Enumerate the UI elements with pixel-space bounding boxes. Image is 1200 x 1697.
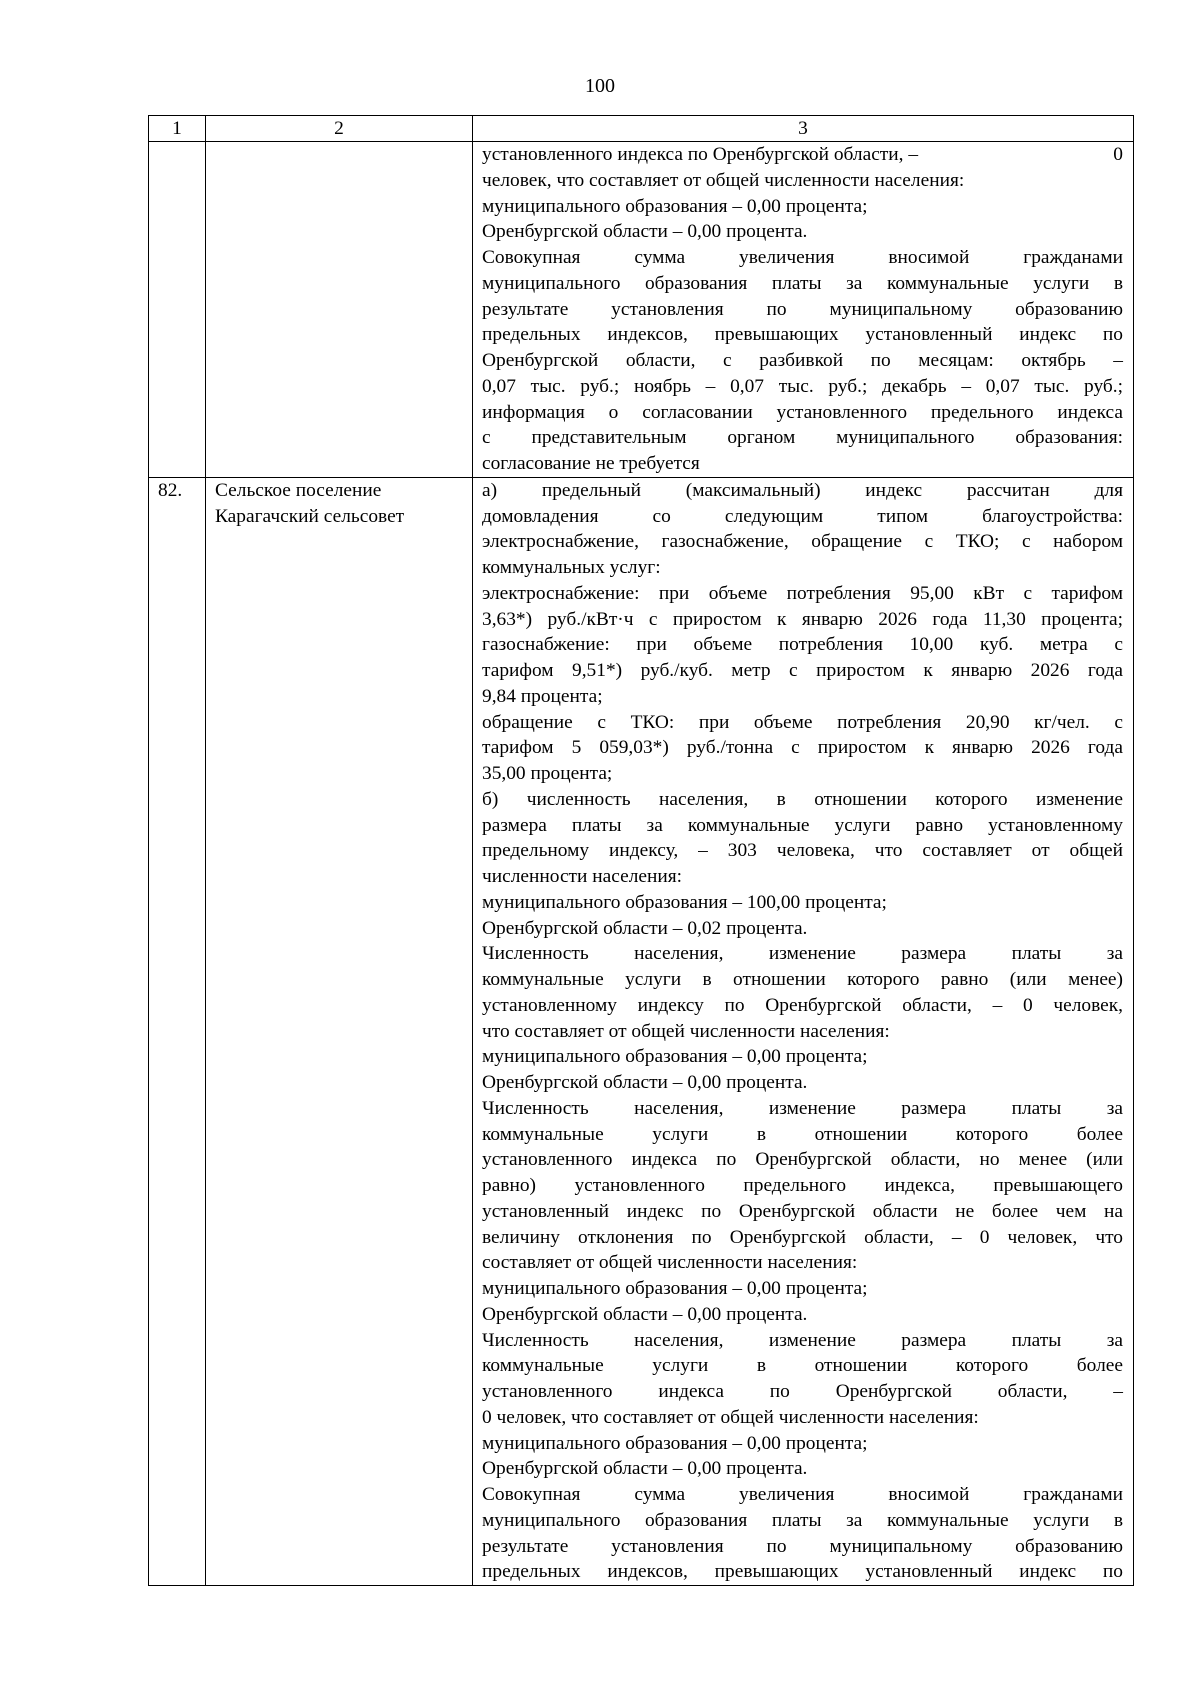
description-line (482, 142, 1123, 168)
description-line-text: установленного индекса по Оренбургской области, – (482, 144, 919, 165)
description-line: установленный индекс по Оренбургской области не более чем на (482, 1200, 1123, 1222)
description-line: электроснабжение: при объеме потребления 95,00 кВт с тарифом (482, 582, 1123, 604)
header-col-3: 3 (473, 116, 1134, 142)
description-line: согласование не требуется (482, 453, 700, 474)
description-line: газоснабжение: при объеме потребления 10,00 куб. метра с (482, 634, 1123, 656)
description-line: б) численность населения, в отношении которого изменение (482, 788, 1123, 810)
description-line: а) предельный (максимальный) индекс рассчитан для (482, 479, 1123, 501)
header-col-2: 2 (206, 116, 473, 142)
description-line: установленного индекса по Оренбургской области, – (482, 1381, 1123, 1402)
description-line: составляет от общей численности населения: (482, 1252, 858, 1274)
description-line: 0,07 тыс. руб.; ноябрь – 0,07 тыс. руб.; декабрь – 0,07 тыс. руб.; (482, 375, 1123, 397)
description-cell (473, 477, 1134, 1585)
description-line: Численность населения, изменение размера платы за (482, 943, 1123, 965)
description-line: предельных индексов, превышающих установленный индекс по (482, 324, 1123, 346)
description-line: результате установления по муниципальному образованию (482, 298, 1123, 320)
description-line: Оренбургской области, с разбивкой по месяцам: октябрь – (482, 350, 1123, 371)
header-col-1: 1 (149, 116, 206, 142)
description-line: информация о согласовании установленного предельного индекса (482, 401, 1123, 423)
municipality-name-cell (206, 477, 473, 1585)
description-line: коммунальных услуг: (482, 557, 661, 578)
row-number-cell (149, 477, 206, 1585)
description-line: тарифом 5 059,03*) руб./тонна с приростом к январю 2026 года (482, 737, 1123, 759)
municipality-name-cell (206, 142, 473, 478)
description-line: человек, что составляет от общей численности населения: (482, 169, 965, 191)
description-line: коммунальные услуги в отношении которого равно (или менее) (482, 969, 1123, 990)
description-line: муниципального образования платы за коммунальные услуги в (482, 1509, 1123, 1531)
description-line: обращение с ТКО: при объеме потребления 20,90 кг/чел. с (482, 711, 1123, 733)
description-line: предельному индексу, – 303 человека, что составляет от общей (482, 840, 1123, 862)
table-row (149, 477, 1134, 1585)
row-number-cell (149, 142, 206, 478)
description-line: муниципального образования – 100,00 процента; (482, 891, 887, 913)
description-line: результате установления по муниципальному образованию (482, 1535, 1123, 1557)
description-line: муниципального образования – 0,00 процента; (482, 195, 868, 217)
description-line: 9,84 процента; (482, 685, 603, 707)
description-line: величину отклонения по Оренбургской области, – 0 человек, что (482, 1226, 1123, 1248)
description-line: муниципального образования – 0,00 процента; (482, 1046, 868, 1068)
description-line: установленному индексу по Оренбургской области, – 0 человек, (482, 994, 1123, 1016)
table-header-row (149, 116, 1134, 142)
municipality-name-line: Сельское поселение (215, 479, 382, 501)
description-line: 3,63*) руб./кВт·ч с приростом к январю 2026 года 11,30 процента; (482, 608, 1123, 630)
description-line: Оренбургской области – 0,02 процента. (482, 917, 808, 939)
description-cell (473, 142, 1134, 478)
description-line: Оренбургской области – 0,00 процента. (482, 1072, 808, 1093)
description-line: домовладения со следующим типом благоустройства: (482, 505, 1123, 527)
description-line: муниципального образования – 0,00 процента; (482, 1278, 868, 1299)
description-line: муниципального образования платы за коммунальные услуги в (482, 272, 1123, 294)
description-line: предельных индексов, превышающих установленный индекс по (482, 1561, 1123, 1583)
description-line-tail: 0 (1113, 144, 1123, 165)
description-line: 35,00 процента; (482, 763, 613, 784)
description-line: муниципального образования – 0,00 процента; (482, 1432, 868, 1454)
description-line: равно) установленного предельного индекса, превышающего (482, 1175, 1123, 1196)
description-line: Совокупная сумма увеличения вносимой гражданами (482, 247, 1123, 268)
description-line: что составляет от общей численности населения: (482, 1020, 890, 1042)
description-line: Численность населения, изменение размера платы за (482, 1097, 1123, 1119)
description-line: тарифом 9,51*) руб./куб. метр с приростом к январю 2026 года (482, 660, 1123, 681)
description-line: Совокупная сумма увеличения вносимой гражданами (482, 1484, 1123, 1505)
description-line: 0 человек, что составляет от общей численности населения: (482, 1406, 979, 1428)
municipality-name-line: Карагачский сельсовет (215, 505, 405, 527)
description-line: коммунальные услуги в отношении которого более (482, 1123, 1123, 1145)
description-line: численности населения: (482, 866, 683, 887)
row-number: 82. (158, 479, 183, 501)
description-line: Численность населения, изменение размера платы за (482, 1329, 1123, 1351)
description-line: Оренбургской области – 0,00 процента. (482, 1303, 808, 1325)
description-line: электроснабжение, газоснабжение, обращение с ТКО; с набором (482, 531, 1123, 553)
page-number: 100 (585, 75, 615, 97)
description-line: коммунальные услуги в отношении которого более (482, 1355, 1123, 1377)
document-table (148, 115, 1134, 1586)
description-line: Оренбургской области – 0,00 процента. (482, 221, 808, 243)
description-line: размера платы за коммунальные услуги равно установленному (482, 814, 1123, 836)
description-line: установленного индекса по Оренбургской области, но менее (или (482, 1149, 1123, 1171)
table-row (149, 142, 1134, 478)
description-line: Оренбургской области – 0,00 процента. (482, 1458, 808, 1480)
description-line: с представительным органом муниципального образования: (482, 427, 1123, 449)
